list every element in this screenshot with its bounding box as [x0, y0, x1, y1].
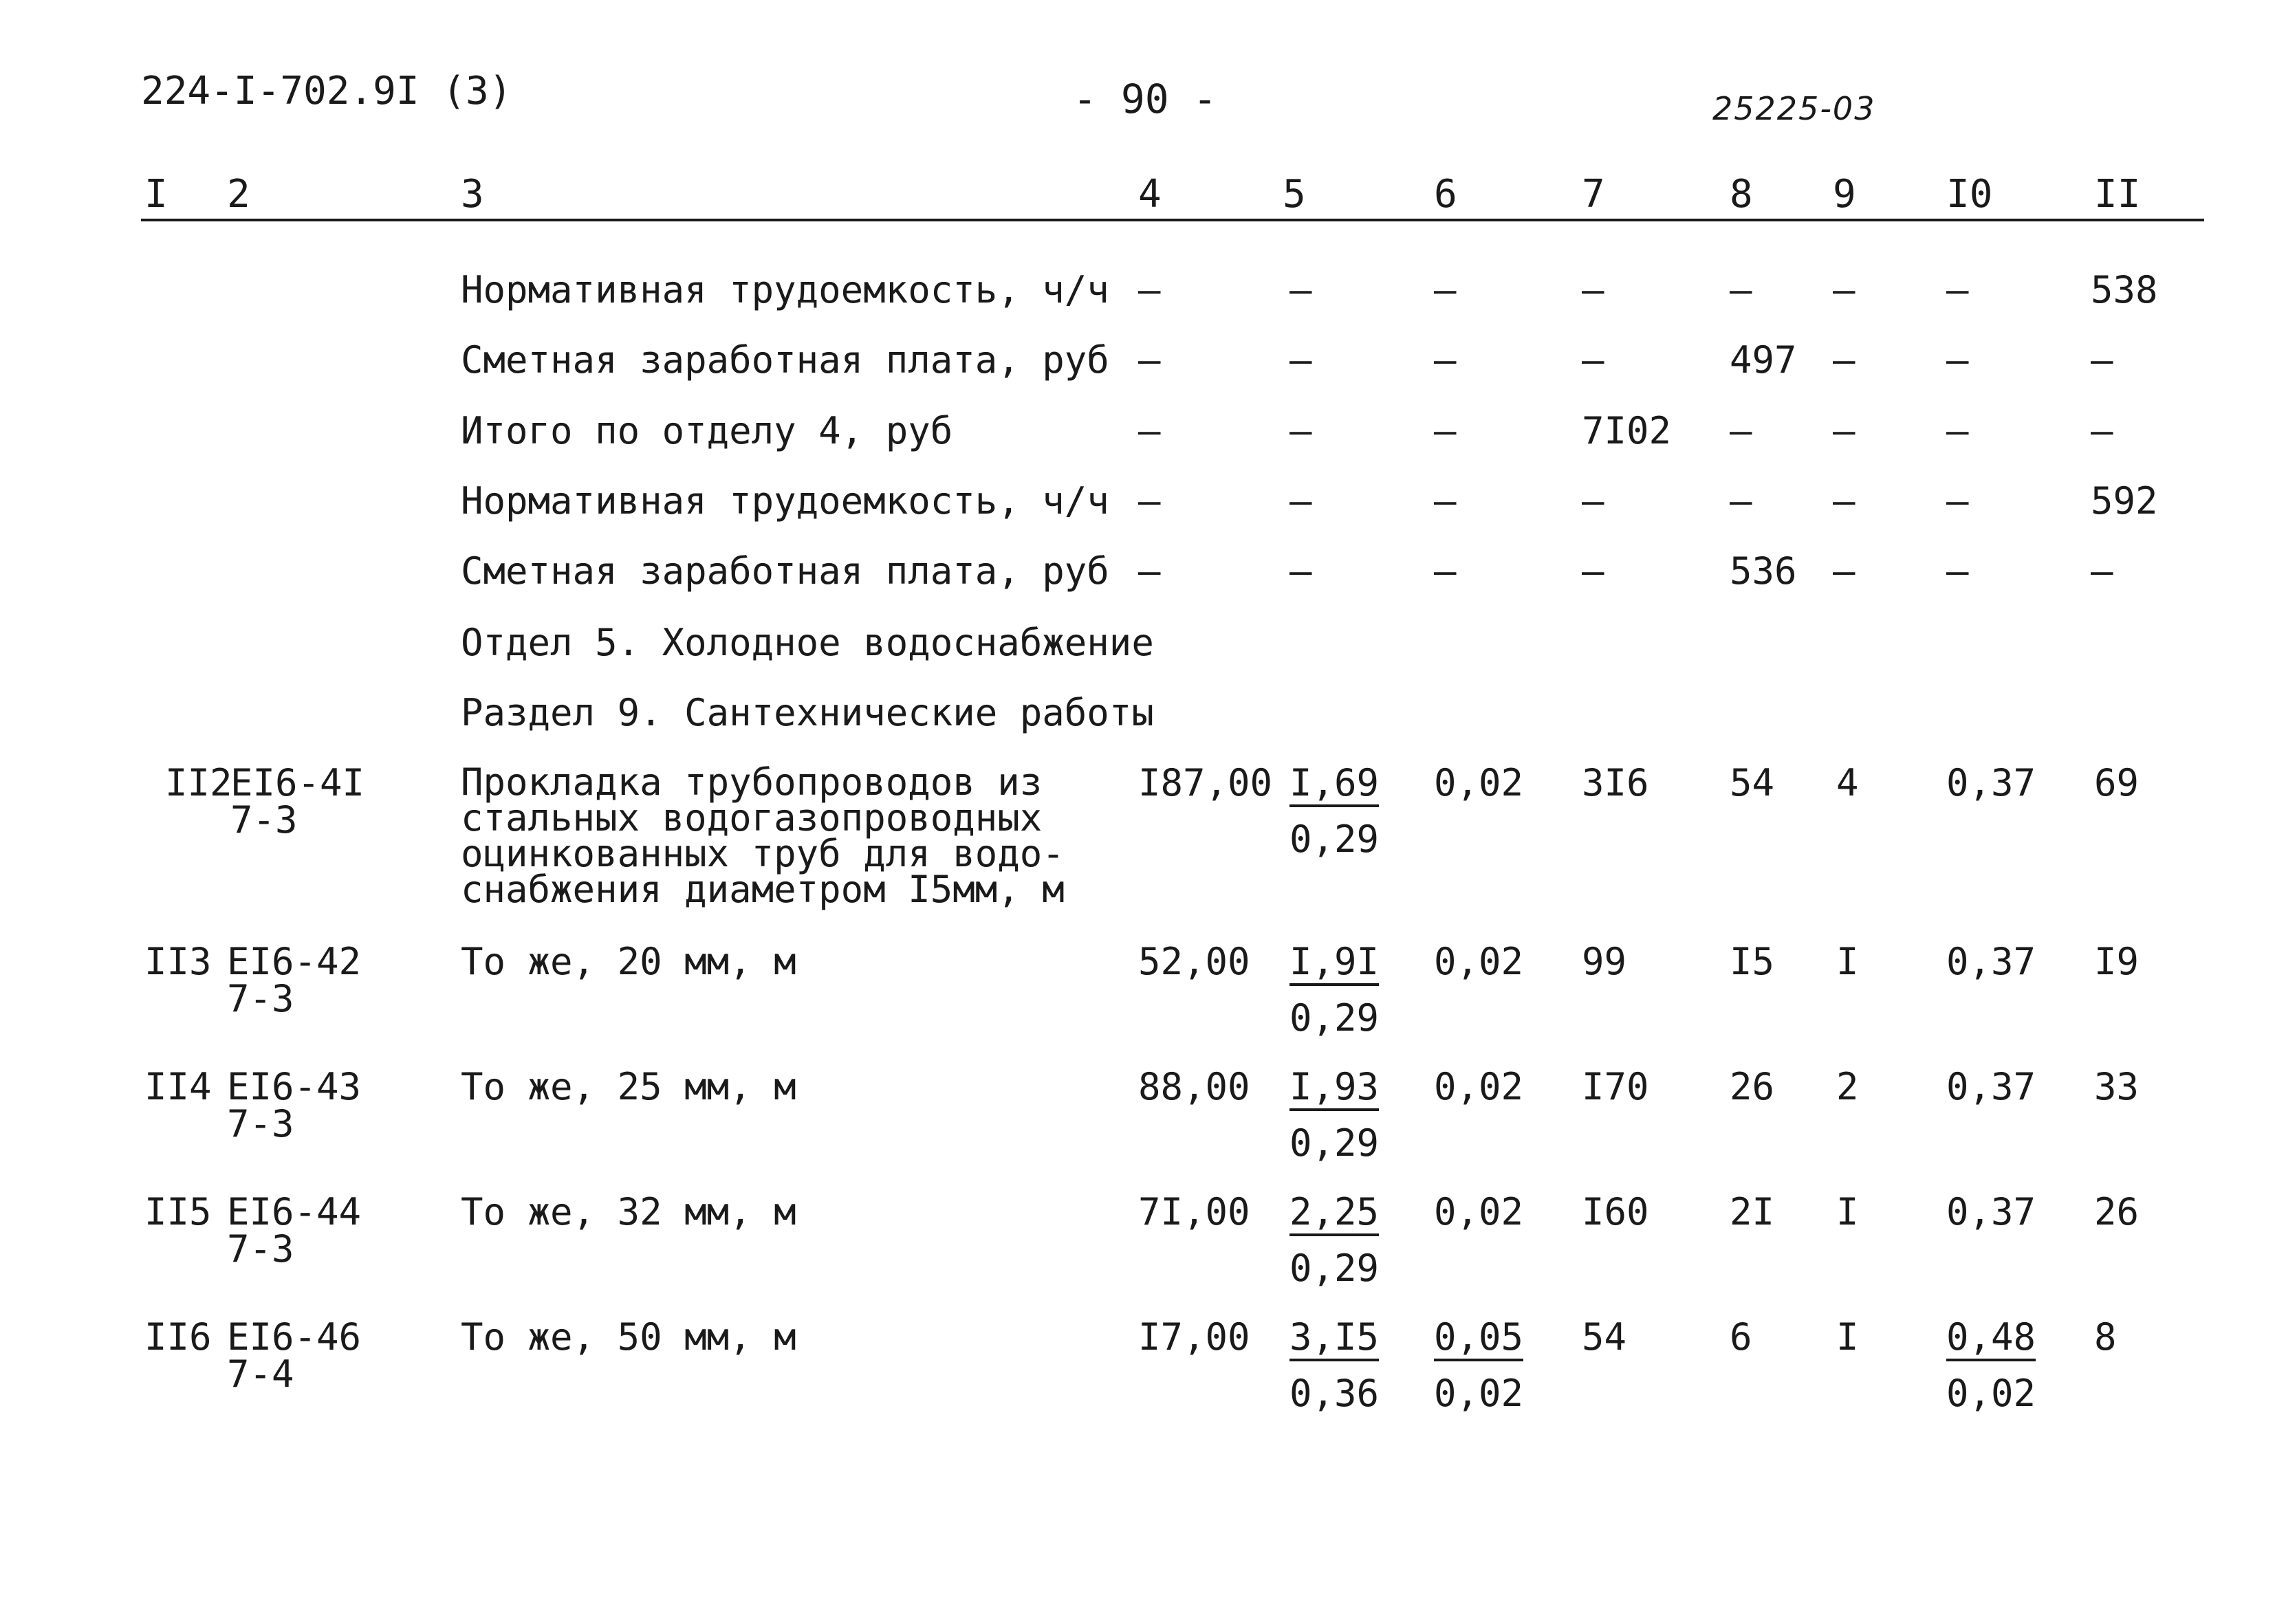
item-quantity: 52,00	[1138, 940, 1250, 983]
item-c10: 0,37	[1946, 761, 2036, 804]
summary-c10: –	[1946, 549, 1969, 593]
item-c5-fraction	[1289, 940, 1380, 1040]
summary-label: Нормативная трудоемкость, ч/ч	[461, 268, 1109, 311]
item-c8: 6	[1730, 1315, 1752, 1359]
item-code-sub: 7-3	[230, 798, 298, 842]
summary-label: Итого по отделу 4, руб	[461, 409, 953, 452]
summary-c4: –	[1138, 409, 1161, 452]
summary-c10: –	[1946, 268, 1969, 311]
item-code-sub: 7-3	[227, 977, 294, 1020]
summary-c9: –	[1833, 338, 1855, 382]
item-description: То же, 25 мм, м	[461, 1065, 796, 1108]
col-header-6: 6	[1434, 172, 1457, 217]
col-header-3: 3	[461, 172, 484, 217]
summary-c7: 7I02	[1582, 409, 1672, 452]
item-c7: 3I6	[1582, 761, 1649, 804]
summary-c7: –	[1582, 268, 1604, 311]
item-c8: I5	[1730, 940, 1775, 983]
item-code-main: EI6-42	[227, 940, 362, 983]
item-c10-bottom: 0,02	[1946, 1372, 2036, 1415]
summary-c8: 497	[1730, 338, 1797, 382]
item-c6: 0,02	[1434, 1065, 1524, 1108]
header-rule	[141, 219, 2204, 221]
item-c5-top: I,93	[1289, 1068, 1379, 1111]
item-c6: 0,02	[1434, 940, 1524, 983]
item-c5-fraction	[1289, 1065, 1380, 1165]
item-c5-bottom: 0,29	[1289, 996, 1380, 1040]
item-c10-top: 0,48	[1946, 1319, 2036, 1361]
item-c8: 54	[1730, 761, 1775, 804]
summary-c9: –	[1833, 268, 1855, 311]
item-quantity: I7,00	[1138, 1315, 1250, 1359]
summary-c9: –	[1833, 479, 1855, 523]
item-c5-top: 3,I5	[1289, 1319, 1379, 1361]
summary-c7: –	[1582, 338, 1604, 382]
item-c5-bottom: 0,29	[1289, 1121, 1380, 1165]
col-header-10: I0	[1946, 172, 1993, 217]
item-code	[227, 940, 362, 1020]
item-c9: I	[1836, 1315, 1859, 1359]
summary-c10: –	[1946, 338, 1969, 382]
summary-c6: –	[1434, 409, 1457, 452]
summary-c5: –	[1289, 479, 1312, 523]
item-code-sub: 7-4	[227, 1352, 294, 1396]
item-c6: 0,02	[1434, 761, 1524, 804]
item-c11: 69	[2094, 761, 2140, 804]
item-code-sub: 7-3	[227, 1102, 294, 1145]
summary-c10: –	[1946, 479, 1969, 523]
item-code	[230, 761, 365, 842]
summary-c8: 536	[1730, 549, 1797, 593]
item-number: II5	[144, 1190, 212, 1233]
item-c10: 0,37	[1946, 1190, 2036, 1233]
item-description: То же, 50 мм, м	[461, 1315, 796, 1359]
item-c9: I	[1836, 940, 1859, 983]
section-title-razdel: Раздел 9. Сантехнические работы	[461, 691, 1154, 734]
item-c5-top: I,69	[1289, 765, 1379, 807]
item-c5-bottom: 0,29	[1289, 1247, 1380, 1290]
item-c8: 26	[1730, 1065, 1775, 1108]
summary-c6: –	[1434, 268, 1457, 311]
summary-c4: –	[1138, 549, 1161, 593]
summary-c11: –	[2091, 338, 2113, 382]
summary-label: Нормативная трудоемкость, ч/ч	[461, 479, 1109, 523]
item-code	[227, 1315, 362, 1396]
col-header-2: 2	[227, 172, 250, 217]
col-header-9: 9	[1833, 172, 1856, 217]
col-header-4: 4	[1138, 172, 1162, 217]
item-code-sub: 7-3	[227, 1227, 294, 1271]
summary-c4: –	[1138, 268, 1161, 311]
col-header-1: I	[144, 172, 168, 217]
item-c6: 0,02	[1434, 1190, 1524, 1233]
item-code-main: EI6-4I	[230, 761, 365, 804]
summary-c8: –	[1730, 409, 1752, 452]
item-c9: 4	[1836, 761, 1859, 804]
item-c7: I70	[1582, 1065, 1649, 1108]
item-c9: 2	[1836, 1065, 1859, 1108]
item-code	[227, 1190, 362, 1271]
summary-c11: 592	[2091, 479, 2158, 523]
summary-c11: –	[2091, 409, 2113, 452]
summary-label: Сметная заработная плата, руб	[461, 338, 1109, 382]
item-c7: 54	[1582, 1315, 1627, 1359]
item-c11: 26	[2094, 1190, 2140, 1233]
summary-c8: –	[1730, 268, 1752, 311]
item-c6-top: 0,05	[1434, 1319, 1523, 1361]
col-header-11: II	[2094, 172, 2141, 217]
document-number: 224-I-702.9I (3)	[141, 69, 512, 113]
item-code-main: EI6-46	[227, 1315, 362, 1359]
summary-c9: –	[1833, 549, 1855, 593]
summary-c5: –	[1289, 549, 1312, 593]
item-quantity: 7I,00	[1138, 1190, 1250, 1233]
summary-c5: –	[1289, 268, 1312, 311]
item-c7: 99	[1582, 940, 1627, 983]
item-c5-fraction	[1289, 1190, 1380, 1290]
item-description: То же, 20 мм, м	[461, 940, 796, 983]
col-header-8: 8	[1730, 172, 1753, 217]
item-c11: 8	[2094, 1315, 2117, 1359]
summary-c6: –	[1434, 479, 1457, 523]
item-code-main: EI6-44	[227, 1190, 362, 1233]
summary-c5: –	[1289, 338, 1312, 382]
item-c5-top: 2,25	[1289, 1194, 1379, 1236]
summary-c7: –	[1582, 549, 1604, 593]
summary-c4: –	[1138, 338, 1161, 382]
item-number: II2	[165, 761, 232, 804]
item-quantity: I87,00	[1138, 761, 1273, 804]
item-quantity: 88,00	[1138, 1065, 1250, 1108]
section-title-otdel: Отдел 5. Холодное водоснабжение	[461, 621, 1154, 664]
item-c10: 0,37	[1946, 940, 2036, 983]
summary-c11: 538	[2091, 268, 2158, 311]
summary-c8: –	[1730, 479, 1752, 523]
item-c6-bottom: 0,02	[1434, 1372, 1524, 1415]
summary-c5: –	[1289, 409, 1312, 452]
item-code	[227, 1065, 362, 1145]
summary-c4: –	[1138, 479, 1161, 523]
item-c6-fraction	[1434, 1315, 1524, 1415]
col-header-7: 7	[1582, 172, 1605, 217]
summary-c7: –	[1582, 479, 1604, 523]
summary-c10: –	[1946, 409, 1969, 452]
summary-c11: –	[2091, 549, 2113, 593]
item-c10: 0,37	[1946, 1065, 2036, 1108]
item-c7: I60	[1582, 1190, 1649, 1233]
summary-c6: –	[1434, 338, 1457, 382]
item-number: II6	[144, 1315, 212, 1359]
item-c5-bottom: 0,36	[1289, 1372, 1380, 1415]
item-number: II3	[144, 940, 212, 983]
summary-label: Сметная заработная плата, руб	[461, 549, 1109, 593]
item-c5-bottom: 0,29	[1289, 818, 1380, 861]
item-c11: 33	[2094, 1065, 2140, 1108]
item-c5-top: I,9I	[1289, 943, 1379, 986]
item-description: Прокладка трубопроводов из стальных водогазопроводных оцинкованных труб для водо-снабжения диаметром I5мм, м	[461, 760, 1065, 911]
item-description: То же, 32 мм, м	[461, 1190, 796, 1233]
item-c5-fraction	[1289, 761, 1380, 861]
item-c11: I9	[2094, 940, 2140, 983]
item-code-main: EI6-43	[227, 1065, 362, 1108]
summary-c6: –	[1434, 549, 1457, 593]
item-number: II4	[144, 1065, 212, 1108]
page-number: - 90 -	[1073, 76, 1217, 122]
item-c8: 2I	[1730, 1190, 1775, 1233]
item-c5-fraction	[1289, 1315, 1380, 1415]
item-c9: I	[1836, 1190, 1859, 1233]
summary-c9: –	[1833, 409, 1855, 452]
item-c10-fraction	[1946, 1315, 2036, 1415]
col-header-5: 5	[1283, 172, 1306, 217]
archive-code: 25225-03	[1712, 90, 1876, 127]
